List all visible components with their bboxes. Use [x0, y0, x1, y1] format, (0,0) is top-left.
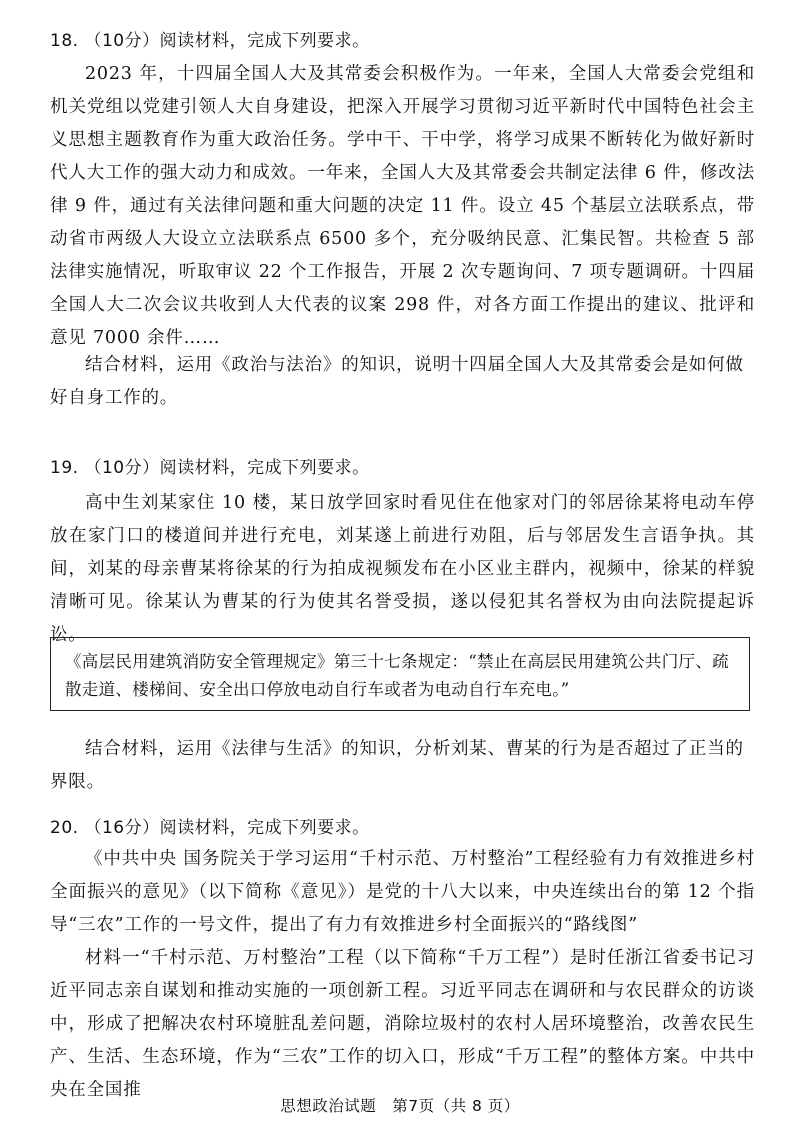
question-19-header: 19. （10分）阅读材料，完成下列要求。: [50, 458, 370, 478]
question-20-intro: 《中共中央 国务院关于学习运用“千村示范、万村整治”工程经验有力有效推进乡村全面振兴的意见》（以下简称《意见》）是党的十八大以来，中央连续出台的第 12 个指导“三农”工作的一号文件，提出了有力有效推进乡村全面振兴的“路线图”: [50, 849, 755, 935]
material-1-text: “千村示范、万村整治”工程（以下简称“千万工程”）是时任浙江省委书记习近平同志亲自谋划和推动实施的一项创新工程。习近平同志在调研和与农民群众的访谈中，形成了把解决农村环境脏乱差问题，消除垃圾村的农村人居环境整治，改善农民生产、生活、生态环境，作为“三农”工作的切入口，形成“千万工程”的整体方案。中共中央在全国推: [50, 948, 755, 1100]
question-19-task: 结合材料，运用《法律与生活》的知识，分析刘某、曹某的行为是否超过了正当的界限。: [50, 739, 744, 792]
question-20-material-1: [50, 942, 755, 1107]
question-19-material: 高中生刘某家住 10 楼，某日放学回家时看见住在他家对门的邻居徐某将电动车停放在家门口的楼道间并进行充电，刘某遂上前进行劝阻，后与邻居发生言语争执。其间，刘某的母亲曹某将徐某的行为拍成视频发布在小区业主群内，视频中，徐某的样貌清晰可见。徐某认为曹某的行为使其名誉受损，遂以侵犯其名誉权为由向法院提起诉讼。: [50, 493, 755, 645]
question-18-task: 结合材料，运用《政治与法治》的知识，说明十四届全国人大及其常委会是如何做好自身工作的。: [50, 355, 744, 408]
question-18-header: 18. （10分）阅读材料，完成下列要求。: [50, 31, 370, 51]
material-1-label: 材料一: [85, 948, 141, 968]
question-20-header: 20. （16分）阅读材料，完成下列要求。: [50, 818, 370, 838]
page-footer: 思想政治试题 第7页（共 8 页）: [280, 1097, 520, 1115]
question-18-material: 2023 年，十四届全国人大及其常委会积极作为。一年来，全国人大常委会党组和机关党组以党建引领人大自身建设，把深入开展学习贯彻习近平新时代中国特色社会主义思想主题教育作为重大政治任务。学中干、干中学，将学习成果不断转化为做好新时代人大工作的强大动力和成效。一年来，全国人大及其常委会共制定法律 6 件，修改法律 9 件，通过有关法律问题和重大问题的决定 11 件。设立 45 个基层立法联系点，带动省市两级人大设立立法联系点 6500 多个，充分吸纳民意、汇集民智。共检查 5 部法律实施情况，听取审议 22 个工作报告，开展 2 次专题询问、7 项专题调研。十四届全国人大二次会议共收到人大代表的议案 298 件，对各方面工作提出的建议、批评和意见 7000 余件……: [50, 64, 755, 348]
regulation-box: 《高层民用建筑消防安全管理规定》第三十七条规定：“禁止在高层民用建筑公共门厅、疏散走道、楼梯间、安全出口停放电动自行车或者为电动自行车充电。”: [50, 637, 750, 711]
